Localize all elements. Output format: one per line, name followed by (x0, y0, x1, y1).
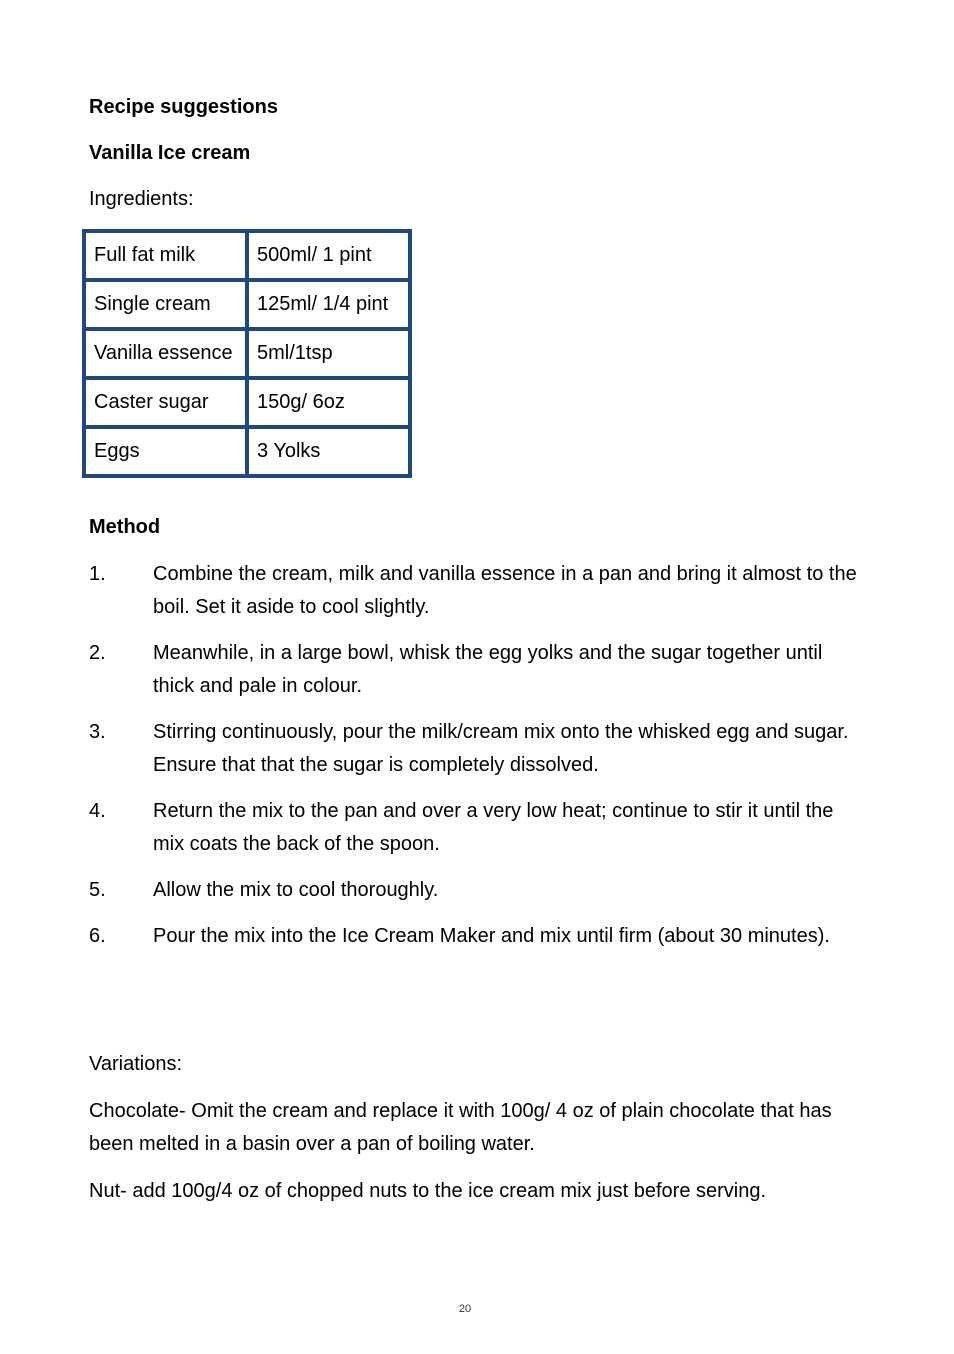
list-item (89, 558, 869, 624)
table-row (84, 329, 410, 378)
list-item (89, 874, 869, 907)
method-heading: Method (89, 516, 161, 538)
method-list (89, 558, 869, 966)
list-item (89, 716, 869, 782)
step-text: Allow the mix to cool thoroughly. (153, 879, 439, 901)
step-text: Meanwhile, in a large bowl, whisk the egg yolks and the sugar together until thick and pale in colour. (153, 642, 823, 697)
table-row (84, 427, 410, 476)
page-number: 20 (458, 1303, 472, 1315)
step-number: 4. (89, 800, 106, 822)
ingredients-table (82, 229, 412, 478)
ingredient-amount: 500ml/ 1 pint (247, 231, 410, 280)
recipe-title: Vanilla Ice cream (89, 142, 251, 164)
table-row (84, 280, 410, 329)
table-row (84, 231, 410, 280)
ingredient-amount: 125ml/ 1/4 pint (247, 280, 410, 329)
ingredients-label: Ingredients: (89, 188, 194, 210)
list-item (89, 920, 869, 953)
step-number: 2. (89, 642, 106, 664)
ingredient-name: Full fat milk (84, 231, 247, 280)
step-text: Return the mix to the pan and over a very low heat; continue to stir it until the mix coats the back of the spoon. (153, 800, 834, 855)
table-row (84, 378, 410, 427)
ingredient-amount: 3 Yolks (247, 427, 410, 476)
variations-label: Variations: (89, 1053, 183, 1075)
step-text: Pour the mix into the Ice Cream Maker and mix until firm (about 30 minutes). (153, 925, 830, 947)
ingredient-name: Single cream (84, 280, 247, 329)
ingredient-name: Eggs (84, 427, 247, 476)
ingredient-name: Caster sugar (84, 378, 247, 427)
ingredient-name: Vanilla essence (84, 329, 247, 378)
step-text: Combine the cream, milk and vanilla essence in a pan and bring it almost to the boil. Set it aside to cool slightly. (153, 563, 857, 618)
step-number: 6. (89, 925, 106, 947)
step-number: 1. (89, 563, 106, 585)
variation-chocolate: Chocolate- Omit the cream and replace it with 100g/ 4 oz of plain chocolate that has been melted in a basin over a pan of boiling water. (89, 1100, 832, 1155)
step-text: Stirring continuously, pour the milk/cream mix onto the whisked egg and sugar. Ensure that that the sugar is completely dissolved. (153, 721, 849, 776)
ingredient-amount: 5ml/1tsp (247, 329, 410, 378)
list-item (89, 637, 869, 703)
ingredient-amount: 150g/ 6oz (247, 378, 410, 427)
step-number: 3. (89, 721, 106, 743)
variation-nut: Nut- add 100g/4 oz of chopped nuts to the ice cream mix just before serving. (89, 1180, 767, 1202)
step-number: 5. (89, 879, 106, 901)
page-title: Recipe suggestions (89, 96, 278, 118)
list-item (89, 795, 869, 861)
